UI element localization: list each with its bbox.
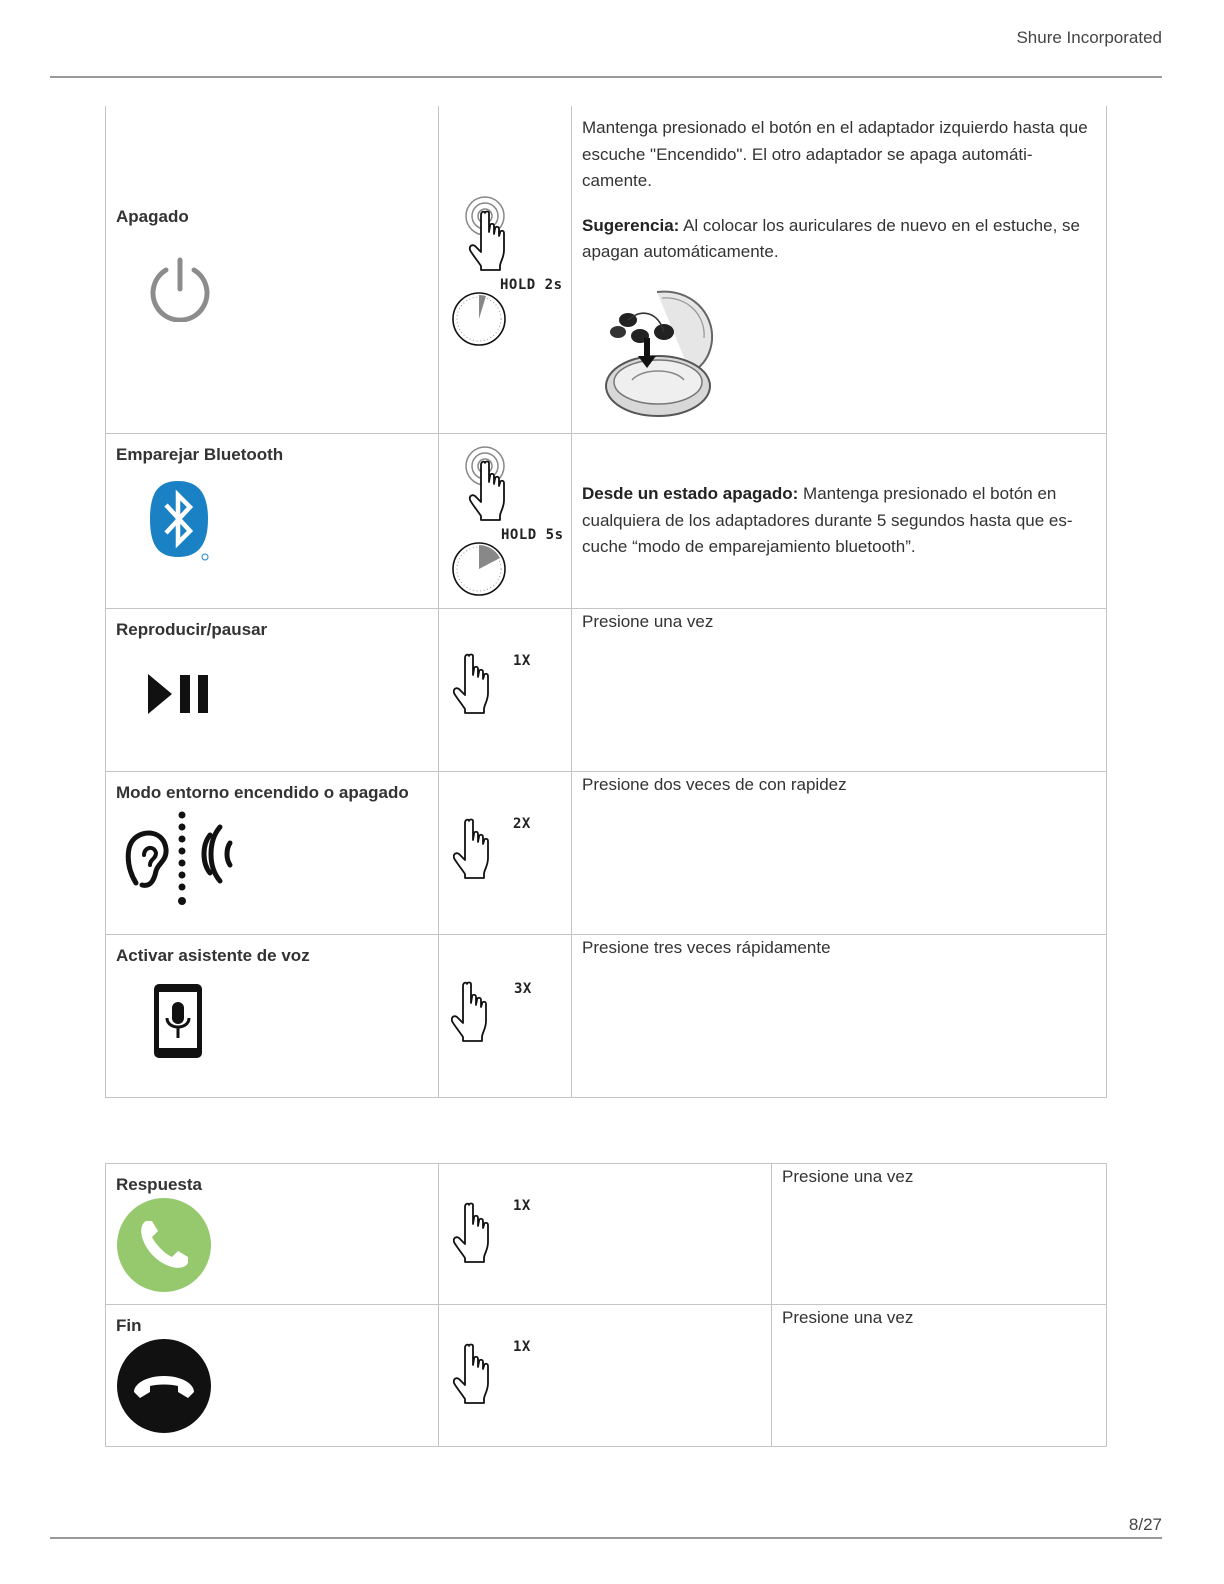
controls-table [105, 106, 1107, 1098]
description-text: Presione dos veces de con rapidez [582, 775, 847, 794]
hand-tap-icon [453, 1343, 493, 1409]
table-row [106, 106, 1107, 434]
end-call-icon [116, 1338, 212, 1434]
hand-tap-icon [453, 1202, 493, 1268]
function-cell [106, 1305, 439, 1447]
description-cell [572, 106, 1107, 434]
function-name: Apagado [116, 207, 189, 226]
function-name: Activar asistente de voz [116, 946, 310, 965]
gesture-label: 1X [513, 653, 531, 669]
gesture-label: 3X [514, 981, 532, 997]
tip-text: Sugerencia: Al colocar los auriculares de nuevo en el estuche, se apagan automáticamente. [582, 215, 1080, 261]
play-pause-icon [146, 672, 216, 716]
description-cell [572, 609, 1107, 772]
gesture-cell [439, 935, 572, 1098]
table-row [106, 935, 1107, 1098]
gesture-label: 1X [513, 1339, 531, 1355]
hand-tap-icon [453, 818, 493, 884]
earphones-case-illustration [602, 288, 718, 422]
gesture-label: 2X [513, 816, 531, 832]
table-row [106, 609, 1107, 772]
footer-rule [50, 1537, 1162, 1539]
table-row [106, 434, 1107, 609]
description-text: Presione una vez [582, 612, 714, 631]
gesture-cell [439, 1305, 772, 1447]
page-number: 8/27 [1128, 1515, 1162, 1534]
gesture-cell [439, 609, 572, 772]
description-cell [772, 1305, 1107, 1447]
function-name: Reproducir/pausar [116, 620, 268, 639]
power-icon [148, 256, 212, 322]
function-name: Respuesta [116, 1175, 202, 1194]
hand-tap-icon [453, 653, 493, 719]
function-name: Emparejar Bluetooth [116, 445, 284, 464]
call-controls-table [105, 1163, 1107, 1447]
hand-hold-icon [465, 444, 525, 524]
voice-assistant-icon [152, 982, 204, 1060]
description-text: Presione tres veces rápidamente [582, 938, 831, 957]
function-cell [106, 1164, 439, 1305]
gesture-cell [439, 772, 572, 935]
function-cell [106, 609, 439, 772]
timer-icon [451, 541, 507, 597]
function-cell [106, 772, 439, 935]
hand-tap-icon [451, 981, 491, 1047]
gesture-label: 1X [513, 1198, 531, 1214]
description-cell [572, 935, 1107, 1098]
description-cell [572, 772, 1107, 935]
function-name: Fin [116, 1316, 142, 1335]
gesture-label: HOLD 2s [500, 277, 563, 293]
gesture-cell [439, 434, 572, 609]
description-text: Presione una vez [782, 1167, 914, 1186]
function-cell [106, 935, 439, 1098]
description-text: Mantenga presionado el botón en el adaptador izquierdo hasta que escuche "Encendido". El otro adaptador se apaga automáti-camente. [582, 118, 1088, 190]
bluetooth-icon [148, 479, 214, 563]
header-company-name: Shure Incorporated [1016, 28, 1162, 47]
function-cell [106, 434, 439, 609]
description-cell [772, 1164, 1107, 1305]
description-text: Presione una vez [782, 1308, 914, 1327]
gesture-cell [439, 1164, 772, 1305]
header-rule [50, 76, 1162, 78]
function-cell [106, 106, 439, 434]
hand-hold-icon [465, 194, 525, 274]
timer-icon [451, 291, 507, 347]
table-row [106, 772, 1107, 935]
description-text: Desde un estado apagado: Mantenga presionado el botón en cualquiera de los adaptadores durante 5 segundos hasta que es-cuche “modo de emparejamiento bluetooth”. [582, 484, 1073, 556]
description-cell [572, 434, 1107, 609]
answer-call-icon [116, 1197, 212, 1293]
gesture-cell [439, 106, 572, 434]
ambient-mode-icon [122, 807, 242, 911]
gesture-label: HOLD 5s [501, 527, 564, 543]
table-row [106, 1164, 1107, 1305]
table-row [106, 1305, 1107, 1447]
function-name: Modo entorno encendido o apagado [116, 783, 409, 802]
